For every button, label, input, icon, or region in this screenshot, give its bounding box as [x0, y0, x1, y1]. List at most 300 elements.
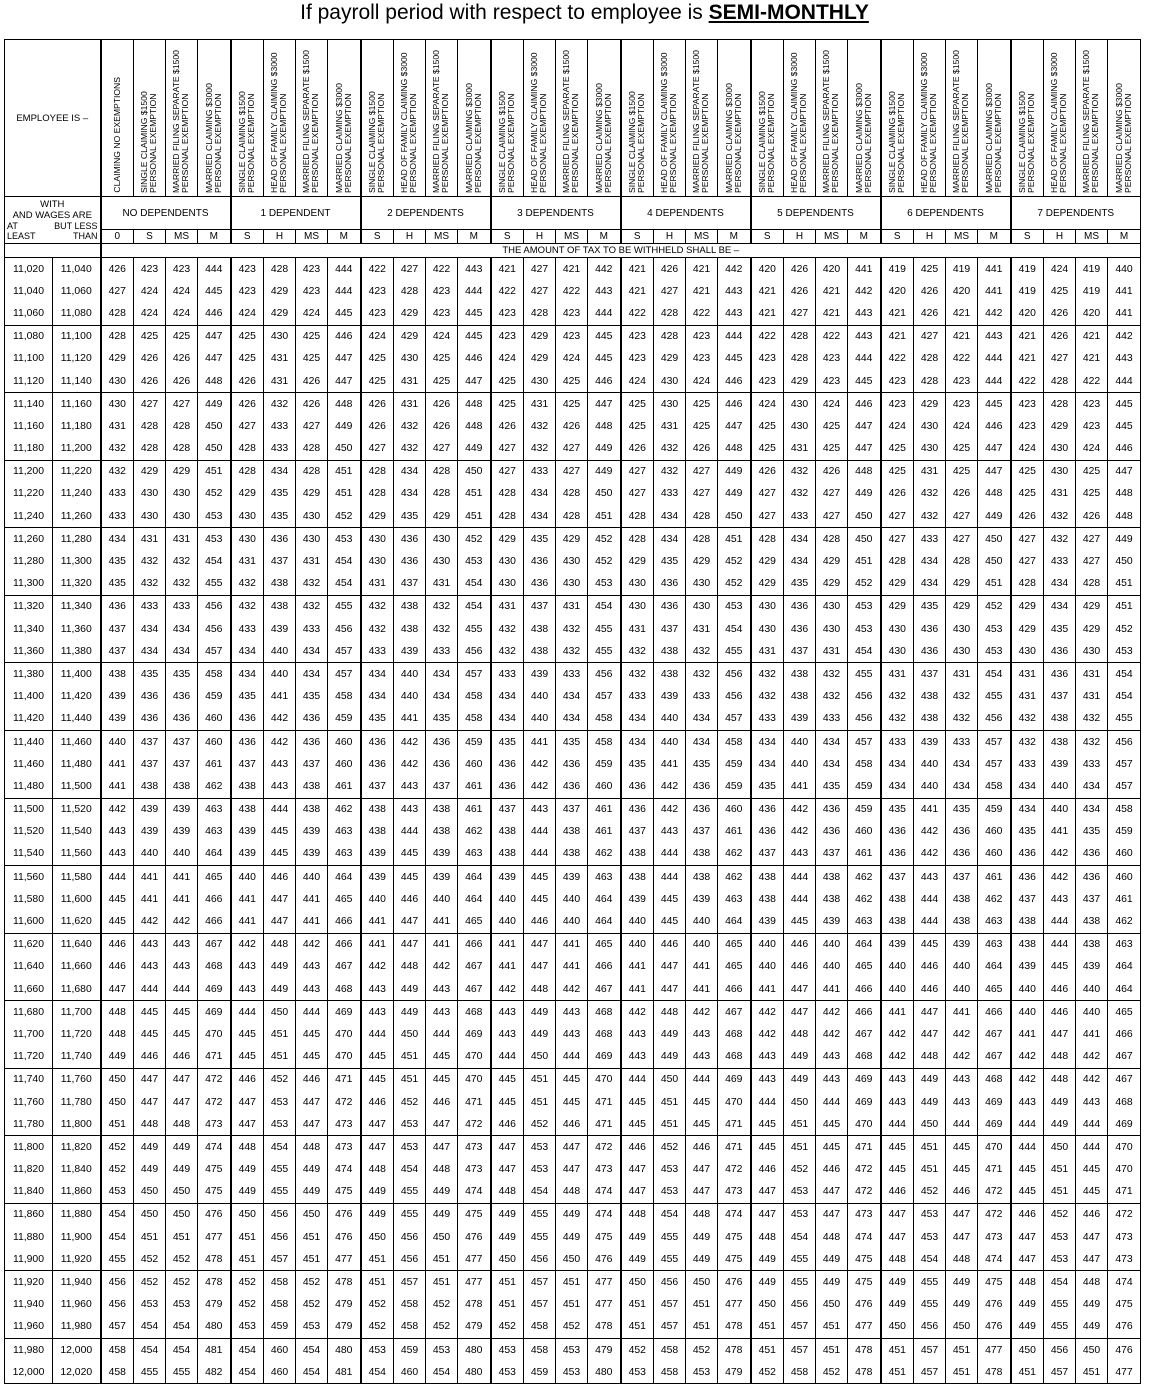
tax-amount-cell: 455 [654, 1226, 686, 1248]
tax-amount-cell: 441 [166, 866, 198, 889]
tax-amount-cell: 473 [1108, 1248, 1141, 1271]
tax-amount-cell: 437 [101, 618, 134, 640]
tax-amount-cell: 425 [686, 415, 718, 437]
tax-amount-cell: 419 [1076, 280, 1108, 302]
tax-amount-cell: 434 [166, 640, 198, 663]
tax-amount-cell: 426 [556, 415, 588, 437]
tax-amount-cell: 445 [1011, 1181, 1044, 1204]
tax-amount-cell: 454 [166, 1316, 198, 1339]
tax-amount-cell: 436 [654, 595, 686, 618]
tax-amount-cell: 424 [1011, 438, 1044, 461]
tax-amount-cell: 436 [816, 821, 848, 843]
column-label [784, 40, 816, 197]
tax-amount-cell: 433 [134, 595, 166, 618]
tax-amount-cell: 431 [784, 438, 816, 461]
wage-at-least: 11,880 [5, 1226, 53, 1248]
tax-amount-cell: 448 [751, 1226, 784, 1248]
tax-amount-cell: 438 [524, 640, 556, 663]
tax-amount-cell: 458 [524, 1316, 556, 1339]
tax-amount-cell: 444 [524, 843, 556, 866]
tax-amount-cell: 451 [296, 1226, 328, 1248]
tax-amount-cell: 433 [556, 663, 588, 686]
tax-amount-cell: 451 [328, 460, 361, 483]
tax-amount-cell: 439 [491, 866, 524, 889]
tax-amount-cell: 443 [1044, 888, 1076, 910]
tax-amount-cell: 443 [134, 956, 166, 978]
tax-amount-cell: 427 [621, 460, 654, 483]
tax-amount-cell: 462 [198, 775, 231, 798]
tax-amount-cell: 454 [134, 1339, 166, 1362]
tax-amount-cell: 421 [491, 258, 524, 281]
tax-amount-cell: 446 [654, 933, 686, 956]
tax-amount-cell: 435 [1011, 821, 1044, 843]
tax-amount-cell: 427 [556, 438, 588, 461]
column-label-text: SINGLE CLAIMING $1500 PERSONAL EXEMPTION [757, 91, 777, 193]
tax-amount-cell: 450 [134, 1181, 166, 1204]
status-code: S [1011, 230, 1044, 244]
wage-but-less-than: 11,760 [53, 1068, 101, 1091]
tax-amount-cell: 455 [784, 1271, 816, 1294]
tax-amount-cell: 438 [946, 888, 978, 910]
tax-amount-cell: 458 [848, 753, 881, 775]
tax-amount-cell: 458 [588, 730, 621, 753]
tax-amount-cell: 444 [914, 888, 946, 910]
tax-amount-cell: 430 [296, 505, 328, 528]
wage-but-less-than: 11,440 [53, 708, 101, 731]
tax-amount-cell: 447 [914, 1023, 946, 1045]
tax-amount-cell: 451 [621, 1316, 654, 1339]
tax-amount-cell: 430 [231, 528, 264, 551]
tax-amount-cell: 441 [1011, 1023, 1044, 1045]
wage-at-least: 11,700 [5, 1023, 53, 1045]
tax-amount-cell: 429 [556, 528, 588, 551]
tax-amount-cell: 464 [328, 866, 361, 889]
tax-amount-cell: 462 [328, 798, 361, 821]
tax-amount-cell: 427 [1044, 348, 1076, 370]
tax-amount-cell: 442 [264, 708, 296, 731]
tax-amount-cell: 437 [556, 798, 588, 821]
tax-amount-cell: 436 [296, 730, 328, 753]
tax-amount-cell: 445 [881, 1159, 914, 1181]
tax-amount-cell: 443 [166, 933, 198, 956]
tax-amount-cell: 452 [296, 1271, 328, 1294]
tax-amount-cell: 447 [426, 1136, 458, 1159]
tax-amount-cell: 429 [101, 348, 134, 370]
table-row [5, 460, 1141, 483]
tax-amount-cell: 436 [134, 708, 166, 731]
tax-amount-cell: 448 [1108, 483, 1141, 505]
tax-amount-cell: 440 [816, 933, 848, 956]
tax-amount-cell: 451 [426, 1248, 458, 1271]
tax-amount-cell: 478 [718, 1316, 751, 1339]
tax-amount-cell: 464 [848, 933, 881, 956]
tax-amount-cell: 473 [1108, 1226, 1141, 1248]
column-label [296, 40, 328, 197]
tax-amount-cell: 463 [328, 821, 361, 843]
tax-amount-cell: 447 [556, 1136, 588, 1159]
tax-amount-cell: 423 [231, 258, 264, 281]
tax-amount-cell: 439 [134, 821, 166, 843]
tax-amount-cell: 434 [1044, 595, 1076, 618]
tax-amount-cell: 450 [686, 1271, 718, 1294]
tax-amount-cell: 430 [101, 393, 134, 416]
tax-amount-cell: 454 [524, 1181, 556, 1204]
tax-amount-cell: 430 [556, 573, 588, 596]
tax-amount-cell: 448 [101, 1001, 134, 1024]
tax-amount-cell: 440 [361, 888, 394, 910]
tax-amount-cell: 428 [394, 280, 426, 302]
wages-are-label: AND WAGES ARE [12, 210, 92, 221]
wage-but-less-than: 12,020 [53, 1361, 101, 1384]
tax-amount-cell: 449 [946, 1294, 978, 1316]
tax-amount-cell: 449 [816, 1248, 848, 1271]
tax-amount-cell: 433 [264, 415, 296, 437]
wage-but-less-than: 11,340 [53, 595, 101, 618]
tax-amount-cell: 456 [718, 686, 751, 708]
tax-amount-cell: 444 [686, 1068, 718, 1091]
employee-is-label: EMPLOYEE IS – [5, 40, 101, 197]
tax-amount-cell: 424 [881, 415, 914, 437]
tax-amount-cell: 425 [881, 460, 914, 483]
tax-amount-cell: 441 [881, 1001, 914, 1024]
wage-at-least: 12,000 [5, 1361, 53, 1384]
tax-amount-cell: 452 [101, 1136, 134, 1159]
tax-amount-cell: 468 [588, 1001, 621, 1024]
column-label-text: HEAD OF FAMILY CLAIMING $3000 PERSONAL EXEMPTION [529, 52, 549, 193]
tax-amount-cell: 443 [458, 258, 491, 281]
tax-amount-cell: 447 [1044, 1023, 1076, 1045]
tax-amount-cell: 469 [978, 1091, 1011, 1113]
tax-amount-cell: 438 [394, 618, 426, 640]
wage-at-least: 11,820 [5, 1159, 53, 1181]
tax-amount-cell: 425 [1011, 483, 1044, 505]
tax-amount-cell: 450 [978, 528, 1011, 551]
tax-amount-cell: 478 [978, 1361, 1011, 1384]
tax-amount-cell: 474 [718, 1203, 751, 1226]
tax-amount-cell: 426 [621, 438, 654, 461]
tax-amount-cell: 437 [394, 573, 426, 596]
tax-amount-cell: 443 [264, 775, 296, 798]
tax-amount-cell: 436 [231, 730, 264, 753]
tax-amount-cell: 431 [686, 618, 718, 640]
tax-amount-cell: 446 [978, 415, 1011, 437]
tax-amount-cell: 433 [166, 595, 198, 618]
tax-amount-cell: 434 [686, 708, 718, 731]
tax-amount-cell: 447 [718, 415, 751, 437]
tax-amount-cell: 442 [264, 730, 296, 753]
tax-amount-cell: 445 [101, 910, 134, 933]
tax-amount-cell: 428 [491, 483, 524, 505]
wage-at-least: 11,580 [5, 888, 53, 910]
tax-amount-cell: 443 [491, 1001, 524, 1024]
tax-amount-cell: 476 [458, 1226, 491, 1248]
tax-amount-cell: 469 [848, 1068, 881, 1091]
tax-amount-cell: 429 [166, 460, 198, 483]
tax-amount-cell: 447 [394, 910, 426, 933]
tax-amount-cell: 419 [1076, 258, 1108, 281]
table-row [5, 1361, 1141, 1384]
tax-amount-cell: 465 [328, 888, 361, 910]
tax-amount-cell: 459 [394, 1339, 426, 1362]
tax-amount-cell: 438 [361, 821, 394, 843]
column-label-text: MARRIED FILING SEPARATE $1500 PERSONAL EXEMPTION [951, 50, 971, 193]
tax-amount-cell: 441 [686, 978, 718, 1001]
tax-amount-cell: 423 [1011, 415, 1044, 437]
tax-amount-cell: 440 [264, 663, 296, 686]
tax-amount-cell: 469 [198, 978, 231, 1001]
tax-amount-cell: 430 [1044, 438, 1076, 461]
wage-but-less-than: 12,000 [53, 1339, 101, 1362]
tax-amount-cell: 432 [134, 573, 166, 596]
tax-amount-cell: 440 [621, 933, 654, 956]
tax-amount-cell: 430 [914, 415, 946, 437]
tax-amount-cell: 452 [588, 528, 621, 551]
tax-amount-cell: 448 [881, 1248, 914, 1271]
tax-amount-cell: 434 [914, 550, 946, 572]
tax-amount-cell: 478 [718, 1339, 751, 1362]
tax-amount-cell: 428 [231, 460, 264, 483]
tax-amount-cell: 433 [524, 460, 556, 483]
tax-amount-cell: 435 [491, 730, 524, 753]
wage-but-less-than: 11,660 [53, 956, 101, 978]
tax-amount-cell: 443 [686, 1046, 718, 1069]
tax-amount-cell: 461 [848, 843, 881, 866]
tax-amount-cell: 436 [946, 843, 978, 866]
tax-amount-cell: 443 [881, 1068, 914, 1091]
dependents-group-label: 5 DEPENDENTS [751, 197, 881, 230]
tax-amount-cell: 446 [101, 956, 134, 978]
tax-amount-cell: 443 [848, 302, 881, 325]
tax-amount-cell: 422 [881, 348, 914, 370]
tax-amount-cell: 477 [848, 1316, 881, 1339]
tax-amount-cell: 438 [621, 866, 654, 889]
tax-amount-cell: 430 [686, 573, 718, 596]
tax-amount-cell: 444 [166, 978, 198, 1001]
wage-at-least: 11,660 [5, 978, 53, 1001]
column-label-text: MARRIED FILING SEPARATE $1500 PERSONAL EXEMPTION [561, 50, 581, 193]
column-label-text: MARRIED CLAIMING $3000 PERSONAL EXEMPTION [593, 83, 613, 193]
column-label-text: MARRIED CLAIMING $3000 PERSONAL EXEMPTION [723, 83, 743, 193]
tax-amount-cell: 426 [101, 258, 134, 281]
tax-amount-cell: 466 [458, 933, 491, 956]
tax-amount-cell: 437 [361, 775, 394, 798]
tax-amount-cell: 425 [556, 393, 588, 416]
tax-amount-cell: 429 [524, 325, 556, 348]
status-code: S [134, 230, 166, 244]
tax-amount-cell: 426 [1076, 505, 1108, 528]
wage-but-less-than: 11,700 [53, 1001, 101, 1024]
tax-amount-cell: 433 [101, 483, 134, 505]
tax-amount-cell: 450 [751, 1294, 784, 1316]
tax-amount-cell: 440 [134, 843, 166, 866]
tax-amount-cell: 429 [881, 595, 914, 618]
tax-amount-cell: 442 [978, 302, 1011, 325]
tax-amount-cell: 430 [621, 595, 654, 618]
tax-amount-cell: 460 [264, 1339, 296, 1362]
at-least-but-less [5, 221, 100, 241]
tax-amount-cell: 440 [231, 866, 264, 889]
tax-amount-cell: 468 [718, 1023, 751, 1045]
tax-amount-cell: 419 [1011, 280, 1044, 302]
wage-but-less-than: 11,160 [53, 393, 101, 416]
tax-amount-cell: 429 [946, 595, 978, 618]
tax-amount-cell: 432 [491, 640, 524, 663]
tax-amount-cell: 440 [1108, 258, 1141, 281]
tax-amount-cell: 451 [491, 1294, 524, 1316]
tax-amount-cell: 440 [524, 686, 556, 708]
tax-amount-cell: 456 [264, 1203, 296, 1226]
tax-amount-cell: 426 [491, 415, 524, 437]
tax-amount-cell: 454 [458, 573, 491, 596]
tax-amount-cell: 440 [101, 730, 134, 753]
tax-amount-cell: 443 [946, 1068, 978, 1091]
wage-but-less-than: 11,380 [53, 640, 101, 663]
tax-amount-cell: 437 [264, 550, 296, 572]
tax-amount-cell: 477 [198, 1226, 231, 1248]
tax-amount-cell: 436 [914, 640, 946, 663]
tax-amount-cell: 443 [231, 956, 264, 978]
tax-amount-cell: 447 [881, 1203, 914, 1226]
wage-but-less-than: 11,300 [53, 550, 101, 572]
tax-amount-cell: 440 [491, 888, 524, 910]
tax-amount-cell: 446 [491, 1113, 524, 1136]
tax-amount-cell: 429 [524, 348, 556, 370]
tax-amount-cell: 453 [328, 528, 361, 551]
tax-amount-cell: 430 [491, 573, 524, 596]
tax-amount-cell: 436 [524, 550, 556, 572]
wage-at-least: 11,260 [5, 528, 53, 551]
tax-amount-cell: 449 [101, 1046, 134, 1069]
tax-amount-cell: 439 [231, 843, 264, 866]
tax-amount-cell: 453 [198, 528, 231, 551]
tax-amount-cell: 451 [751, 1316, 784, 1339]
tax-amount-cell: 471 [458, 1091, 491, 1113]
header-row-caption [5, 244, 1141, 258]
tax-amount-cell: 432 [166, 573, 198, 596]
tax-amount-cell: 427 [556, 460, 588, 483]
tax-amount-cell: 424 [166, 302, 198, 325]
tax-amount-cell: 452 [1108, 618, 1141, 640]
tax-amount-cell: 474 [458, 1181, 491, 1204]
tax-amount-cell: 424 [751, 393, 784, 416]
table-row [5, 528, 1141, 551]
tax-amount-cell: 445 [588, 325, 621, 348]
tax-amount-cell: 450 [231, 1203, 264, 1226]
tax-amount-cell: 424 [946, 415, 978, 437]
tax-amount-cell: 437 [686, 821, 718, 843]
tax-amount-cell: 468 [588, 1023, 621, 1045]
tax-amount-cell: 424 [621, 370, 654, 393]
tax-amount-cell: 449 [1044, 1113, 1076, 1136]
table-row [5, 595, 1141, 618]
tax-amount-cell: 438 [654, 663, 686, 686]
column-label [848, 40, 881, 197]
tax-amount-cell: 429 [134, 460, 166, 483]
tax-amount-cell: 448 [394, 956, 426, 978]
tax-amount-cell: 447 [394, 933, 426, 956]
tax-amount-cell: 477 [718, 1294, 751, 1316]
tax-amount-cell: 444 [621, 1068, 654, 1091]
tax-amount-cell: 446 [816, 1159, 848, 1181]
tax-amount-cell: 432 [621, 663, 654, 686]
status-code: MS [166, 230, 198, 244]
tax-amount-cell: 452 [426, 1316, 458, 1339]
tax-amount-cell: 435 [556, 730, 588, 753]
wage-at-least: 11,280 [5, 550, 53, 572]
tax-amount-cell: 434 [751, 753, 784, 775]
status-code: MS [296, 230, 328, 244]
tax-amount-cell: 422 [426, 258, 458, 281]
tax-amount-cell: 434 [296, 640, 328, 663]
tax-amount-cell: 441 [426, 933, 458, 956]
column-label [134, 40, 166, 197]
tax-amount-cell: 434 [686, 730, 718, 753]
tax-amount-cell: 449 [524, 1023, 556, 1045]
tax-amount-cell: 474 [328, 1159, 361, 1181]
tax-amount-cell: 451 [458, 505, 491, 528]
tax-amount-cell: 443 [946, 1091, 978, 1113]
tax-amount-cell: 426 [914, 280, 946, 302]
tax-amount-cell: 437 [426, 775, 458, 798]
tax-amount-cell: 447 [264, 888, 296, 910]
tax-amount-cell: 473 [588, 1159, 621, 1181]
wage-but-less-than: 11,900 [53, 1226, 101, 1248]
tax-amount-cell: 468 [328, 978, 361, 1001]
tax-amount-cell: 451 [458, 483, 491, 505]
tax-table [4, 39, 1141, 1384]
tax-amount-cell: 442 [166, 910, 198, 933]
tax-amount-cell: 438 [491, 821, 524, 843]
tax-amount-cell: 451 [166, 1226, 198, 1248]
tax-amount-cell: 471 [198, 1046, 231, 1069]
tax-amount-cell: 431 [394, 393, 426, 416]
tax-amount-cell: 431 [491, 595, 524, 618]
tax-amount-cell: 478 [848, 1339, 881, 1362]
tax-amount-cell: 449 [718, 483, 751, 505]
tax-amount-cell: 430 [394, 348, 426, 370]
tax-amount-cell: 452 [588, 550, 621, 572]
tax-amount-cell: 428 [524, 302, 556, 325]
tax-amount-cell: 428 [1076, 573, 1108, 596]
tax-amount-cell: 429 [1044, 415, 1076, 437]
tax-amount-cell: 445 [816, 1136, 848, 1159]
tax-amount-cell: 437 [1011, 888, 1044, 910]
tax-amount-cell: 447 [328, 348, 361, 370]
wage-but-less-than: 11,400 [53, 663, 101, 686]
tax-amount-cell: 446 [1044, 978, 1076, 1001]
tax-amount-cell: 449 [881, 1271, 914, 1294]
tax-amount-cell: 443 [264, 753, 296, 775]
tax-amount-cell: 427 [296, 415, 328, 437]
tax-amount-cell: 451 [134, 1226, 166, 1248]
tax-amount-cell: 430 [524, 370, 556, 393]
tax-amount-cell: 460 [458, 753, 491, 775]
tax-amount-cell: 455 [914, 1294, 946, 1316]
tax-amount-cell: 465 [588, 933, 621, 956]
tax-amount-cell: 447 [134, 1068, 166, 1091]
tax-amount-cell: 424 [426, 325, 458, 348]
tax-amount-cell: 440 [751, 956, 784, 978]
tax-amount-cell: 438 [686, 843, 718, 866]
tax-amount-cell: 439 [101, 686, 134, 708]
tax-amount-cell: 450 [848, 528, 881, 551]
table-row [5, 956, 1141, 978]
tax-amount-cell: 477 [588, 1271, 621, 1294]
tax-amount-cell: 471 [1108, 1181, 1141, 1204]
column-label-text: SINGLE CLAIMING $1500 PERSONAL EXEMPTION [237, 91, 257, 193]
tax-amount-cell: 438 [264, 573, 296, 596]
tax-amount-cell: 443 [426, 1001, 458, 1024]
